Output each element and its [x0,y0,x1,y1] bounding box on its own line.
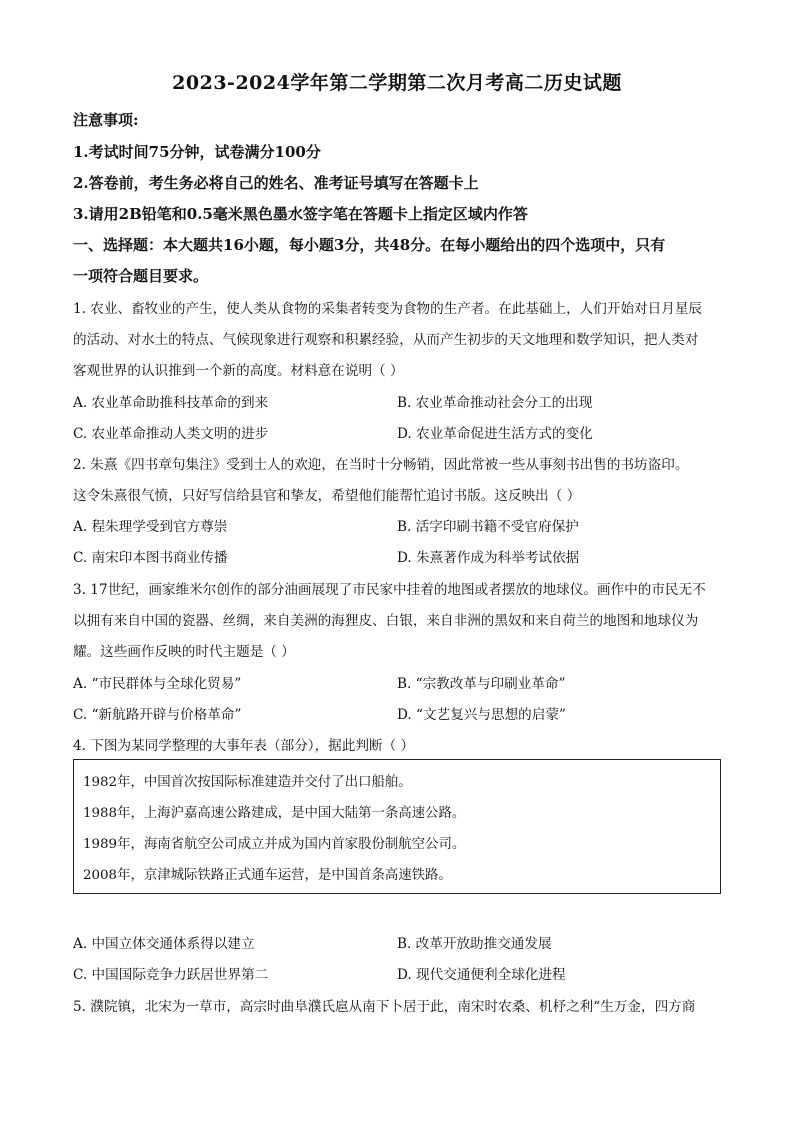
question-2-option-b: B. 活字印刷书籍不受官府保护 [397,519,579,535]
question-4-option-b: B. 改革开放助推交通发展 [397,936,552,952]
question-1-option-b: B. 农业革命推动社会分工的出现 [397,395,593,411]
question-2-option-c: C. 南宋印本图书商业传播 [73,550,228,566]
question-2-option-a: A. 程朱理学受到官方尊崇 [73,519,228,535]
exam-title: 2023-2024学年第二学期第二次月考高二历史试题 [172,72,622,94]
question-4-line-1: 4. 下图为某同学整理的大事年表（部分），据此判断（ ） [73,738,415,754]
question-4-option-c: C. 中国国际竞争力跃居世界第二 [73,967,269,983]
section-heading-line-1: 一、选择题：本大题共16小题，每小题3分，共48分。在每小题给出的四个选项中，只有 [73,236,666,254]
question-5-line-1: 5. 濮院镇，北宋为一草市，高宗时曲阜濮氏扈从南下卜居于此，南宋时农桑、机杼之利“生万金，四方商 [73,999,696,1015]
question-3-line-1: 3. 17世纪，画家维米尔创作的部分油画展现了市民家中挂着的地图或者摆放的地球仪。画作中的市民无不 [73,582,706,598]
question-4-option-d: D. 现代交通便利全球化进程 [397,967,566,983]
notice-item-1: 1.考试时间75分钟，试卷满分100分 [73,143,321,161]
notice-item-2: 2.答卷前，考生务必将自己的姓名、准考证号填写在答题卡上 [73,174,479,192]
question-2-line-2: 这令朱熹很气愤，只好写信给县官和挚友，希望他们能帮忙追讨书版。这反映出（ ） [73,488,581,504]
chronology-table [73,759,721,894]
question-1-line-1: 1. 农业、畜牧业的产生，使人类从食物的采集者转变为食物的生产者。在此基础上，人们开始对日月星辰 [73,301,703,317]
question-3-line-2: 以拥有来自中国的瓷器、丝绸，来自美洲的海狸皮、白银，来自非洲的黑奴和来自荷兰的地图和地球仪为 [73,613,699,629]
question-4-option-a: A. 中国立体交通体系得以建立 [73,936,255,952]
chronology-entry-2008: 2008年，京津城际铁路正式通车运营，是中国首条高速铁路。 [83,868,452,883]
question-2-line-1: 2. 朱熹《四书章句集注》受到士人的欢迎，在当时十分畅销，因此常被一些从事刻书出售的书坊盗印。 [73,457,689,473]
question-1-option-c: C. 农业革命推动人类文明的进步 [73,426,269,442]
chronology-entry-1988: 1988年，上海沪嘉高速公路建成，是中国大陆第一条高速公路。 [83,806,466,821]
question-3-option-a: A. “市民群体与全球化贸易” [73,676,242,692]
section-heading-line-2: 一项符合题目要求。 [73,267,209,285]
question-1-option-a: A. 农业革命助推科技革命的到来 [73,395,269,411]
question-3-option-d: D. “文艺复兴与思想的启蒙” [397,707,566,723]
notice-item-3: 3.请用2B铅笔和0.5毫米黑色墨水签字笔在答题卡上指定区域内作答 [73,205,528,223]
chronology-entry-1982: 1982年，中国首次按国际标准建造并交付了出口船舶。 [83,775,412,790]
chronology-entry-1989: 1989年，海南省航空公司成立并成为国内首家股份制航空公司。 [83,837,466,852]
notice-heading: 注意事项: [73,111,139,129]
question-3-option-c: C. “新航路开辟与价格革命” [73,707,242,723]
question-1-line-2: 的活动、对水土的特点、气候现象进行观察和积累经验，从而产生初步的天文地理和数学知识，把人类对 [73,332,699,348]
question-2-option-d: D. 朱熹著作成为科举考试依据 [397,550,580,566]
question-1-line-3: 客观世界的认识推到一个新的高度。材料意在说明（ ） [73,363,404,379]
question-1-option-d: D. 农业革命促进生活方式的变化 [397,426,593,442]
question-3-line-3: 耀。这些画作反映的时代主题是（ ） [73,644,295,660]
question-3-option-b: B. “宗教改革与印刷业革命” [397,676,566,692]
